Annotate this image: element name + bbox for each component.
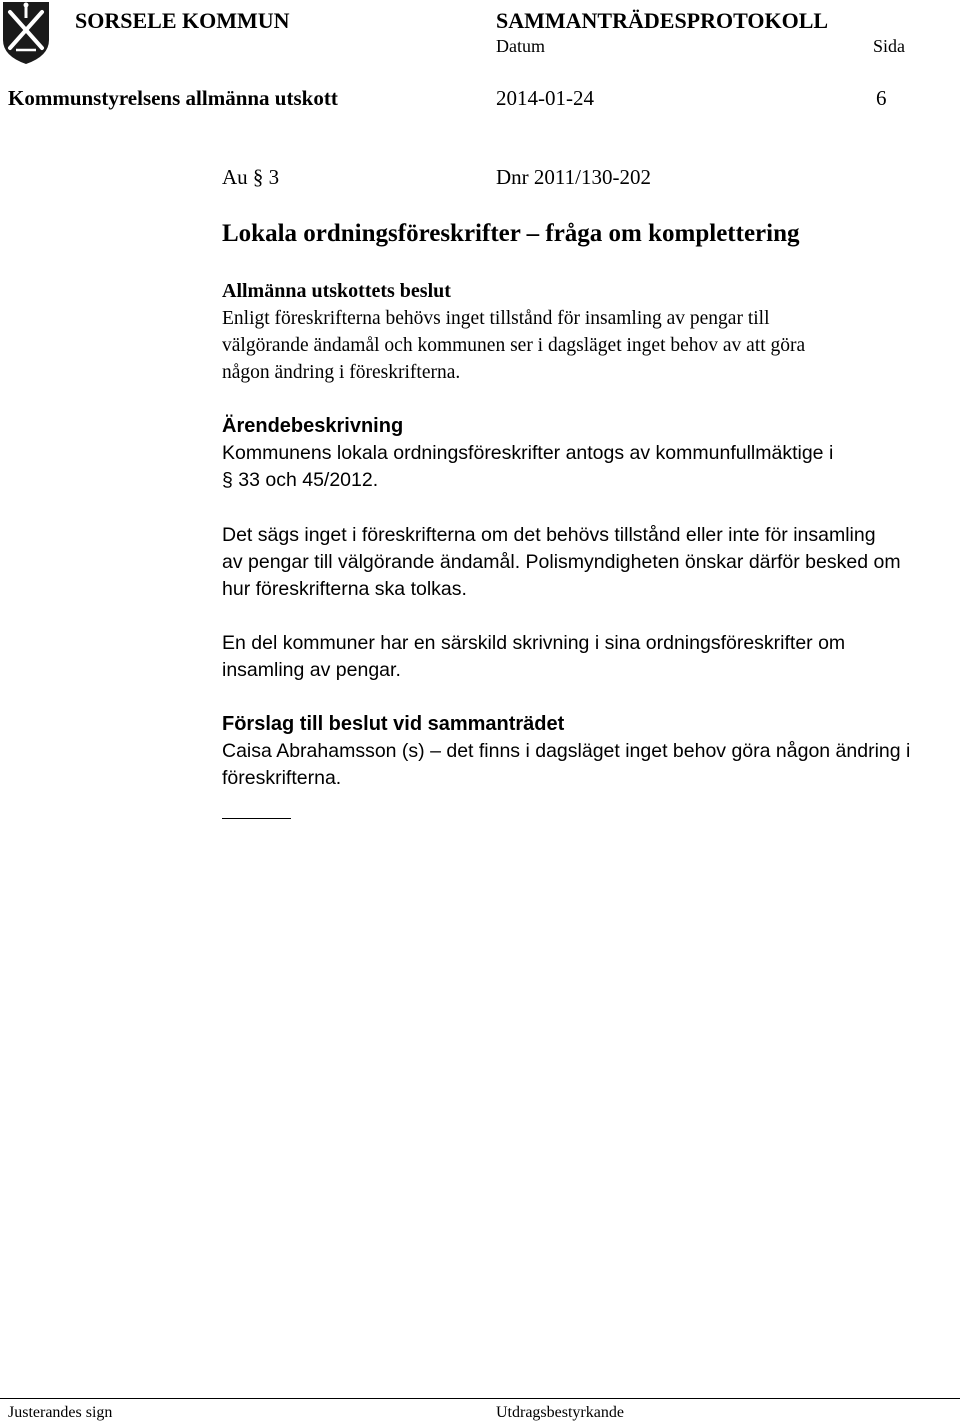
meeting-date: 2014-01-24 — [496, 86, 594, 110]
end-rule — [222, 818, 291, 819]
footer-divider — [0, 1398, 960, 1399]
decision-section — [222, 278, 952, 386]
description-section — [222, 413, 952, 494]
proposal-heading: Förslag till beslut vid sammanträdet — [222, 713, 565, 735]
paragraph-line: hur föreskrifterna ska tolkas. — [222, 578, 467, 600]
certifier-label: Utdragsbestyrkande — [496, 1404, 624, 1421]
committee-name: Kommunstyrelsens allmänna utskott — [8, 86, 338, 110]
description-line: § 33 och 45/2012. — [222, 469, 379, 491]
page-label: Sida — [873, 36, 906, 56]
signature-label: Justerandes sign — [8, 1404, 113, 1421]
description-heading: Ärendebeskrivning — [222, 415, 404, 437]
decision-line: Enligt föreskrifterna behövs inget tillstånd för insamling av pengar till — [222, 308, 770, 329]
proposal-section — [222, 711, 952, 792]
proposal-line: Caisa Abrahamsson (s) – det finns i dagsläget inget behov göra någon ändring i — [222, 740, 911, 762]
page-number: 6 — [876, 86, 887, 110]
decision-heading: Allmänna utskottets beslut — [222, 280, 451, 302]
paragraph-line: En del kommuner har en särskild skrivning i sina ordningsföreskrifter om — [222, 632, 846, 654]
paragraph-line: insamling av pengar. — [222, 659, 401, 681]
description-paragraph — [222, 522, 952, 603]
description-paragraph — [222, 630, 952, 684]
decision-line: välgörande ändamål och kommunen ser i dagsläget inget behov av att göra — [222, 335, 806, 356]
paragraph-line: av pengar till välgörande ändamål. Polismyndigheten önskar därför besked om — [222, 551, 901, 573]
municipality-name: SORSELE KOMMUN — [75, 8, 290, 33]
document-type: SAMMANTRÄDESPROTOKOLL — [496, 8, 829, 33]
proposal-line: föreskrifterna. — [222, 767, 342, 789]
paragraph-line: Det sägs inget i föreskrifterna om det behövs tillstånd eller inte för insamling — [222, 524, 876, 546]
municipality-coat-of-arms-icon — [0, 0, 52, 66]
item-title: Lokala ordningsföreskrifter – fråga om komplettering — [222, 220, 800, 247]
decision-line: någon ändring i föreskrifterna. — [222, 362, 461, 383]
date-label: Datum — [496, 36, 545, 56]
paragraph-number: Au § 3 — [222, 165, 280, 189]
description-line: Kommunens lokala ordningsföreskrifter antogs av kommunfullmäktige i — [222, 442, 834, 464]
registration-number: Dnr 2011/130-202 — [496, 165, 651, 189]
